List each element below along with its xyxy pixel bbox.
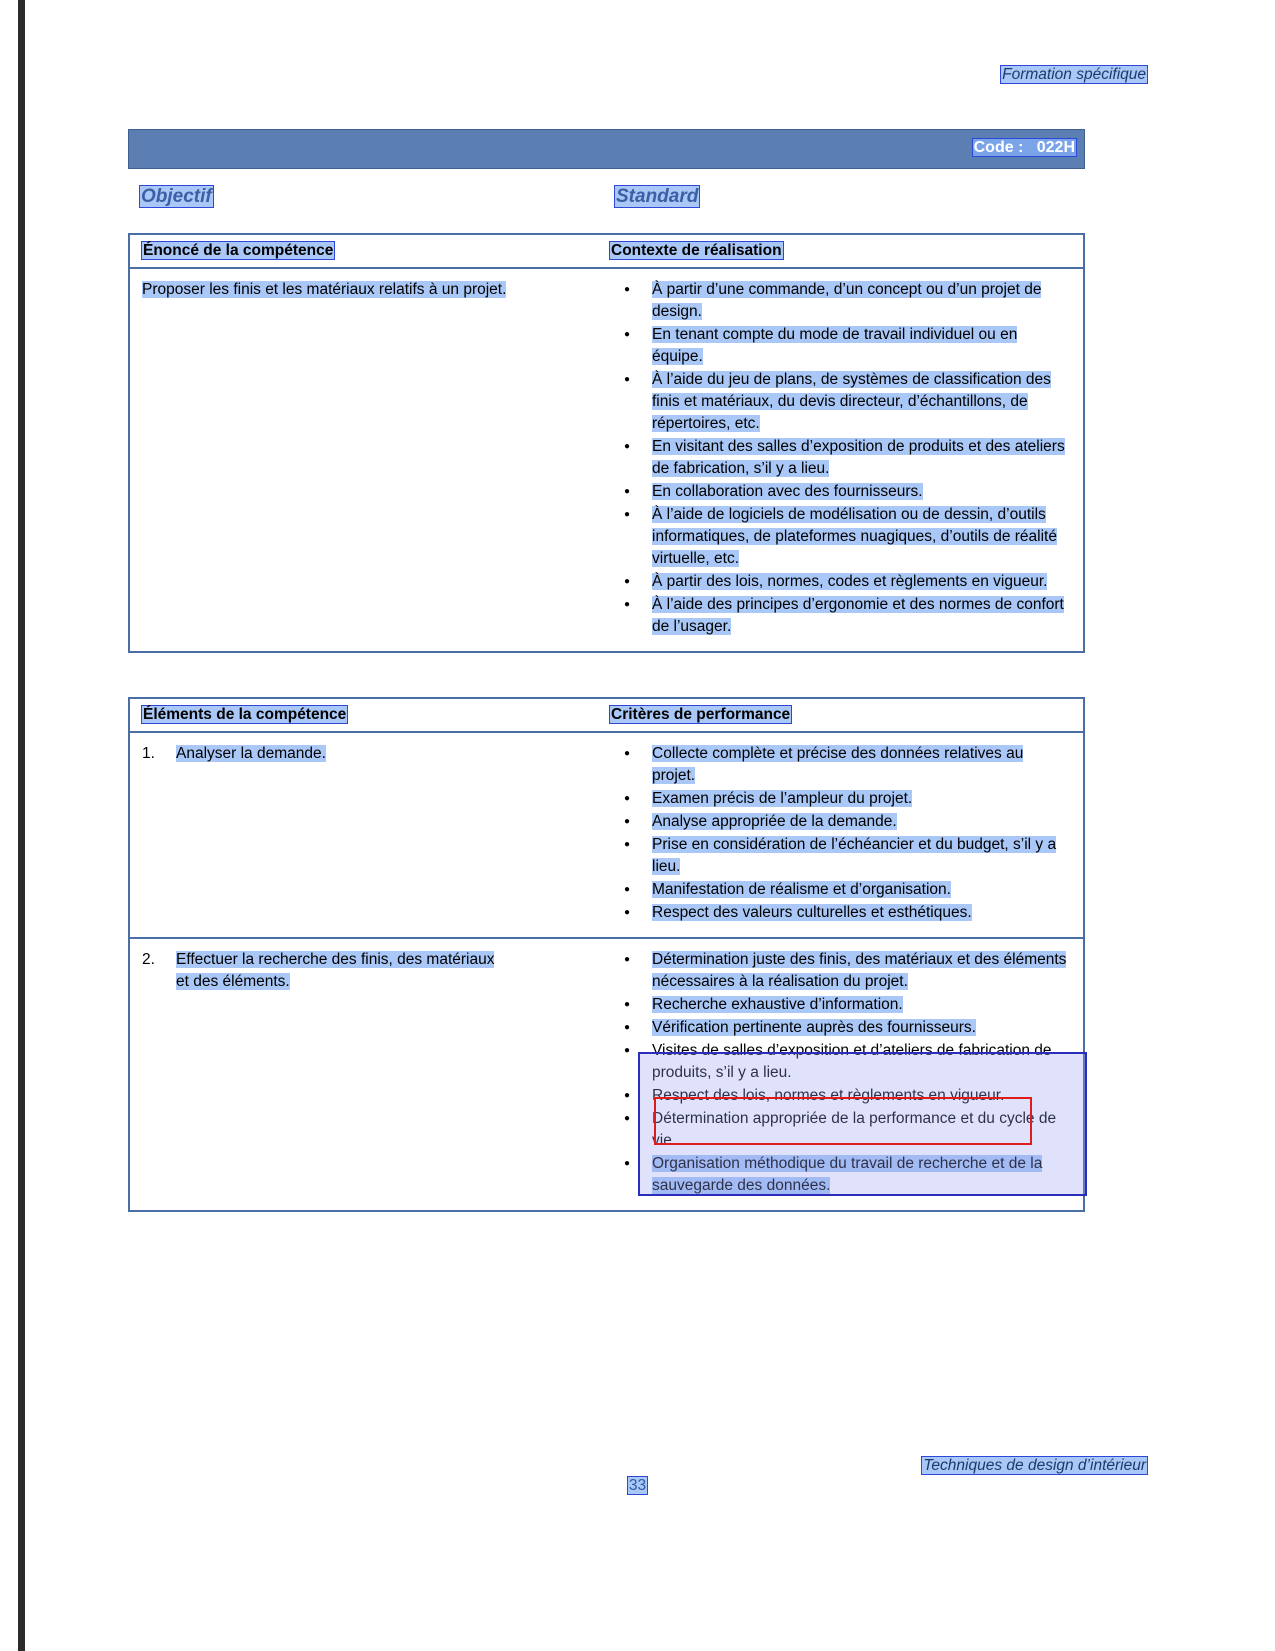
element-text: Effectuer la recherche des finis, des matériaux — [176, 951, 495, 968]
list-item: ● Respect des lois, normes et règlements en vigueur. — [610, 1085, 1069, 1107]
list-item: ● Respect des valeurs culturelles et esthétiques. — [610, 902, 1069, 924]
standard-title-text: Standard — [616, 186, 699, 207]
element-number: 1. — [142, 745, 155, 762]
elements-table — [128, 697, 1085, 1212]
competence-header-right — [610, 242, 1083, 260]
list-item: ● À partir des lois, normes, codes et règlements en vigueur. — [610, 571, 1069, 593]
elements-header-right — [610, 706, 1083, 724]
element-line-continued — [142, 971, 600, 993]
list-item: ● Collecte complète et précise des données relatives au projet. — [610, 743, 1069, 787]
table-row — [130, 733, 1083, 939]
competence-statement-text: Proposer les finis et les matériaux relatifs à un projet. — [142, 281, 507, 298]
competence-header-left — [130, 242, 610, 260]
list-item: ● Visites de salles d’exposition et d’ateliers de fabrication de produits, s’il y a lieu. — [610, 1040, 1069, 1084]
context-list — [610, 279, 1069, 638]
criteria-list-2 — [610, 949, 1069, 1197]
competence-statement-cell — [130, 269, 610, 651]
element-cell-2 — [130, 939, 610, 1210]
list-item: ● À l’aide de logiciels de modélisation ou de dessin, d’outils informatiques, de plateformes nuagiques, d’outils de réalité virtuelle, etc. — [610, 504, 1069, 570]
list-item: ● Prise en considération de l’échéancier et du budget, s’il y a lieu. — [610, 834, 1069, 878]
code-bar-label: Code : 022H — [973, 139, 1075, 156]
element-cell-1 — [130, 733, 610, 937]
list-item: ● En visitant des salles d’exposition de produits et des ateliers de fabrication, s’il y a lieu. — [610, 436, 1069, 480]
footer-page-number-text: 33 — [628, 1477, 647, 1494]
footer-program-label-text: Techniques de design d’intérieur — [923, 1457, 1146, 1474]
objectif-title-text: Objectif — [141, 186, 212, 207]
list-item: ● À l’aide du jeu de plans, de systèmes de classification des finis et matériaux, du devis directeur, d’échantillons, de répertoires, etc. — [610, 369, 1069, 435]
elements-header-right-text: Critères de performance — [611, 706, 791, 723]
competence-table-header — [130, 235, 1083, 269]
list-item: ● À partir d’une commande, d’un concept ou d’un projet de design. — [610, 279, 1069, 323]
elements-header-left-text: Éléments de la compétence — [143, 706, 347, 723]
competence-context-cell — [610, 269, 1083, 651]
competence-table-body — [130, 269, 1083, 651]
list-item: ● Analyse appropriée de la demande. — [610, 811, 1069, 833]
competence-header-right-text: Contexte de réalisation — [611, 242, 782, 259]
list-item: ● Manifestation de réalisme et d’organisation. — [610, 879, 1069, 901]
list-item: ● En tenant compte du mode de travail individuel ou en équipe. — [610, 324, 1069, 368]
element-line — [142, 949, 600, 971]
objectif-title — [140, 186, 213, 208]
objectif-standard-row — [128, 186, 1085, 210]
header-section-label-text: Formation spécifique — [1002, 66, 1146, 83]
elements-table-header — [130, 699, 1083, 733]
criteria-cell-1 — [610, 733, 1083, 937]
list-item: ● À l’aide des principes d’ergonomie et des normes de confort de l’usager. — [610, 594, 1069, 638]
list-item: ● Examen précis de l’ampleur du projet. — [610, 788, 1069, 810]
table-row — [130, 939, 1083, 1210]
element-text: Analyser la demande. — [176, 745, 326, 762]
competence-header-left-text: Énoncé de la compétence — [143, 242, 334, 259]
criteria-cell-2 — [610, 939, 1083, 1210]
element-line — [142, 743, 600, 765]
page-left-rule — [18, 0, 25, 1651]
footer-page-number — [0, 1477, 1275, 1495]
standard-title — [615, 186, 699, 208]
header-section-label — [1001, 66, 1147, 84]
code-bar-text — [973, 139, 1076, 157]
list-item: ● En collaboration avec des fournisseurs. — [610, 481, 1069, 503]
list-item: ● Vérification pertinente auprès des fournisseurs. — [610, 1017, 1069, 1039]
list-item: ● Détermination juste des finis, des matériaux et des éléments nécessaires à la réalisation du projet. — [610, 949, 1069, 993]
list-item: ● Organisation méthodique du travail de recherche et de la sauvegarde des données. — [610, 1153, 1069, 1197]
element-text-continued: et des éléments. — [176, 973, 290, 990]
code-bar — [128, 129, 1085, 169]
list-item: ● Recherche exhaustive d’information. — [610, 994, 1069, 1016]
criteria-list-1 — [610, 743, 1069, 924]
footer-program-label — [922, 1457, 1147, 1475]
element-number: 2. — [142, 951, 155, 968]
elements-header-left — [130, 706, 610, 724]
competence-table — [128, 233, 1085, 653]
list-item: ● Détermination appropriée de la performance et du cycle de vie. — [610, 1108, 1069, 1152]
